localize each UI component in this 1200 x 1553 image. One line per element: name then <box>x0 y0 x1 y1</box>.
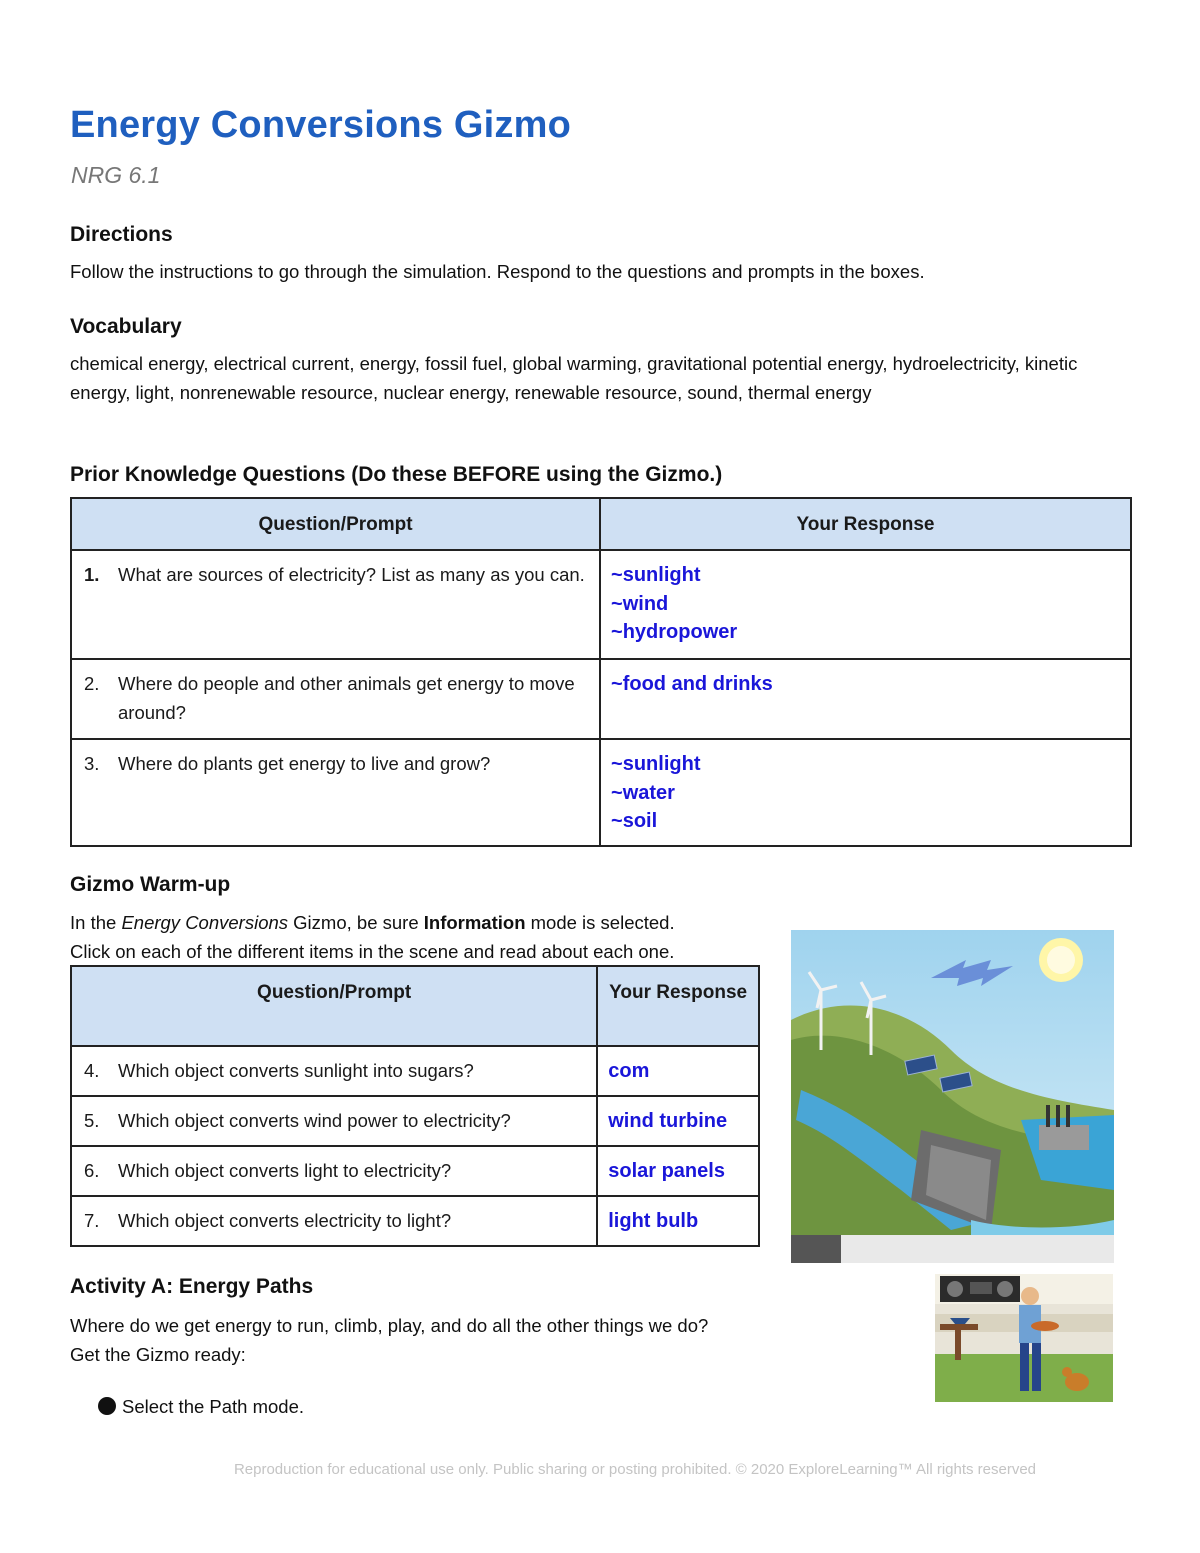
question-text: Where do plants get energy to live and grow? <box>118 753 491 774</box>
vocabulary-text: chemical energy, electrical current, energy, fossil fuel, global warming, gravitational potential energy, hydroelectricity, kinetic energy, light, nonrenewable resource, nuclear energy, renewable resource, sound, thermal energy <box>70 353 1078 403</box>
warmup-line1-mid: Gizmo, be sure <box>288 912 424 933</box>
table-row <box>71 1196 759 1246</box>
page-title: Energy Conversions Gizmo <box>70 104 572 146</box>
bullet-item <box>98 1392 304 1421</box>
table-row <box>71 550 1131 659</box>
response-cell[interactable]: wind turbine <box>597 1096 759 1146</box>
question-number: 4. <box>84 1060 100 1081</box>
question-number: 3. <box>84 753 100 774</box>
warmup-table <box>70 965 760 1247</box>
directions-heading: Directions <box>70 223 173 246</box>
question-cell <box>71 550 600 659</box>
question-text: What are sources of electricity? List as many as you can. <box>118 564 585 585</box>
warmup-line-1 <box>70 908 790 937</box>
warmup-instructions <box>70 908 790 966</box>
question-number: 1. <box>84 564 100 585</box>
question-text: Which object converts wind power to electricity? <box>118 1110 511 1131</box>
directions-text: Follow the instructions to go through the simulation. Respond to the questions and prompts in the boxes. <box>70 261 925 282</box>
question-number: 2. <box>84 673 100 694</box>
column-header-question: Question/Prompt <box>71 498 600 550</box>
response-cell[interactable]: solar panels <box>597 1146 759 1196</box>
response-line: ~wind <box>611 592 669 615</box>
column-header-response: Your Response <box>597 966 759 1046</box>
response-line: ~hydropower <box>611 621 738 643</box>
bullet-text: Select the Path mode. <box>122 1396 305 1417</box>
response-line: ~sunlight <box>611 753 701 775</box>
question-number: 6. <box>84 1160 100 1181</box>
activity-a-text <box>70 1311 890 1369</box>
response-cell[interactable]: com <box>597 1046 759 1096</box>
activity-a-line-2: Get the Gizmo ready: <box>70 1344 246 1365</box>
vocabulary-heading: Vocabulary <box>70 315 182 338</box>
response-cell[interactable] <box>600 739 1131 846</box>
response-line: ~food and drinks <box>611 673 773 695</box>
column-header-response: Your Response <box>600 498 1131 550</box>
question-cell <box>71 1196 597 1246</box>
question-text: Which object converts light to electricity? <box>118 1160 452 1181</box>
response-line: ~sunlight <box>611 564 701 586</box>
response-cell[interactable] <box>600 550 1131 659</box>
prior-knowledge-heading: Prior Knowledge Questions (Do these BEFORE using the Gizmo.) <box>70 463 723 486</box>
warmup-line1-post: mode is selected. <box>525 912 675 933</box>
question-cell <box>71 739 600 846</box>
table-row <box>71 1096 759 1146</box>
response-line: ~water <box>611 781 675 804</box>
question-cell <box>71 1146 597 1196</box>
stereo-icon <box>940 1276 1020 1302</box>
question-text: Which object converts electricity to light? <box>118 1210 452 1231</box>
information-mode: Information <box>423 912 526 933</box>
table-row <box>71 739 1131 846</box>
response-cell[interactable]: light bulb <box>597 1196 759 1246</box>
energy-scene-illustration <box>791 930 1114 1263</box>
table-row <box>71 1146 759 1196</box>
activity-a-heading: Activity A: Energy Paths <box>70 1275 314 1298</box>
question-number: 5. <box>84 1110 100 1131</box>
warmup-line1-pre: In the <box>70 912 122 933</box>
response-line: ~soil <box>611 810 658 832</box>
footer-copyright: Reproduction for educational use only. Public sharing or posting prohibited. © 2020 ExploreLearning™ All rights reserved <box>233 1461 1037 1478</box>
prior-knowledge-table <box>70 497 1132 847</box>
question-cell <box>71 1096 597 1146</box>
question-text: Which object converts sunlight into sugars? <box>118 1060 474 1081</box>
person-path-illustration <box>935 1274 1113 1402</box>
warmup-heading: Gizmo Warm-up <box>70 873 231 896</box>
question-number: 7. <box>84 1210 100 1231</box>
activity-a-line-1: Where do we get energy to run, climb, play, and do all the other things we do? <box>70 1315 709 1336</box>
question-cell <box>71 659 600 739</box>
table-row <box>71 1046 759 1096</box>
warmup-line-2: Click on each of the different items in the scene and read about each one. <box>70 941 675 962</box>
question-cell <box>71 1046 597 1096</box>
table-row <box>71 659 1131 739</box>
gizmo-name: Energy Conversions <box>121 912 289 933</box>
bullet-icon <box>98 1397 116 1415</box>
page-subtitle: NRG 6.1 <box>71 162 161 188</box>
column-header-question: Question/Prompt <box>71 966 597 1046</box>
question-text: Where do people and other animals get energy to move around? <box>118 673 575 723</box>
response-cell[interactable] <box>600 659 1131 739</box>
